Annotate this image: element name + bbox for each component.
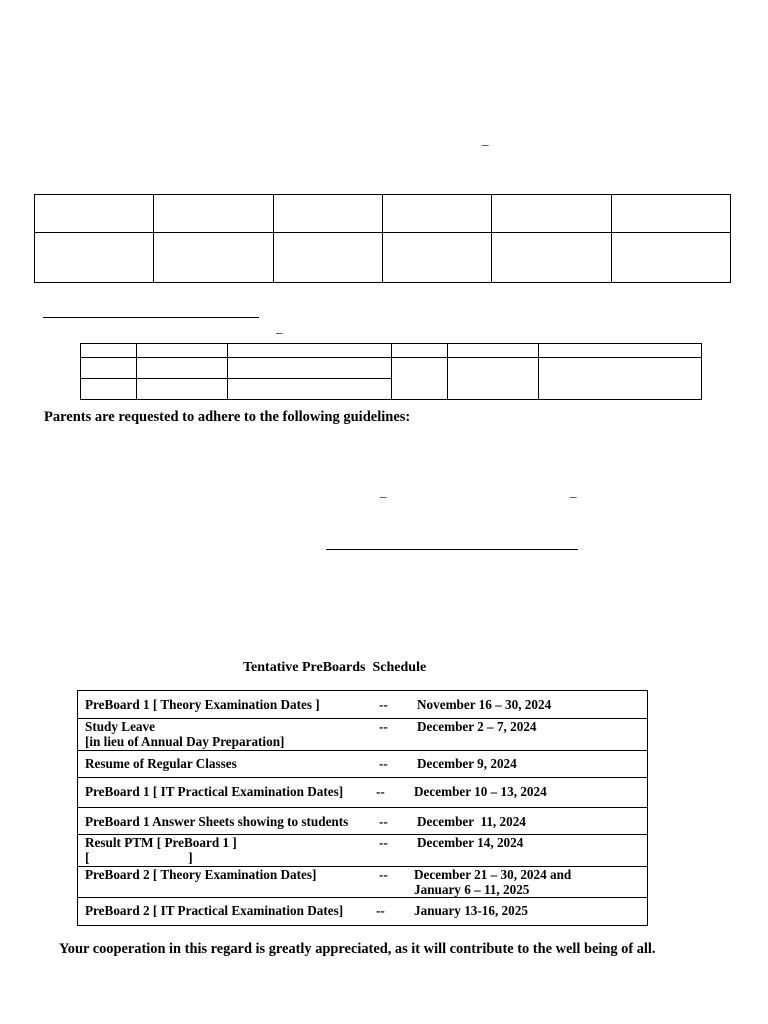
table-cell	[78, 751, 648, 778]
table-cell	[137, 344, 228, 358]
separator: --	[379, 697, 388, 712]
table-cell	[78, 898, 648, 926]
table-cell	[448, 344, 539, 358]
table-cell	[81, 358, 137, 379]
event-date: December 21 – 30, 2024 and	[414, 867, 572, 882]
separator: --	[379, 756, 388, 771]
event-date: January 13-16, 2025	[414, 903, 528, 918]
table-cell	[448, 358, 539, 400]
table-cell	[228, 344, 392, 358]
table-cell	[611, 233, 730, 283]
table-cell	[78, 719, 648, 751]
table-cell	[137, 379, 228, 400]
table-row	[78, 835, 648, 867]
dash-mark: _	[482, 132, 489, 147]
table-cell	[539, 344, 702, 358]
table-row	[78, 719, 648, 751]
event-label: PreBoard 1 Answer Sheets showing to students	[85, 814, 349, 829]
underline-rule	[43, 317, 259, 318]
event-date: November 16 – 30, 2024	[417, 697, 552, 712]
separator: --	[379, 814, 388, 829]
table-cell	[273, 195, 382, 233]
table-cell	[78, 835, 648, 867]
table-cell	[273, 233, 382, 283]
table-row	[78, 691, 648, 719]
event-label: PreBoard 1 [ IT Practical Examination Dates]	[85, 784, 344, 799]
top-empty-table	[34, 194, 731, 283]
table-cell	[228, 358, 392, 379]
separator: --	[379, 867, 388, 882]
table-cell	[154, 195, 273, 233]
table-cell	[392, 344, 448, 358]
event-date: December 14, 2024	[417, 835, 524, 850]
table-cell	[392, 358, 448, 400]
table-row	[78, 867, 648, 898]
table-cell	[492, 233, 611, 283]
dash-mark: _	[276, 320, 283, 335]
event-label: PreBoard 1 [ Theory Examination Dates ]	[85, 697, 320, 712]
table-row	[78, 808, 648, 835]
separator: --	[379, 719, 388, 734]
separator: --	[376, 784, 385, 799]
separator: --	[379, 835, 388, 850]
table-cell	[539, 358, 702, 400]
guidelines-heading: Parents are requested to adhere to the following guidelines:	[44, 409, 411, 425]
table-cell	[35, 233, 154, 283]
table-cell	[78, 867, 648, 898]
second-empty-table	[80, 343, 702, 400]
table-cell	[611, 195, 730, 233]
event-label: PreBoard 2 [ Theory Examination Dates]	[85, 867, 317, 882]
underline-rule	[326, 549, 578, 550]
table-cell	[78, 691, 648, 719]
table-cell	[137, 358, 228, 379]
dash-mark: _	[380, 484, 387, 499]
event-date: December 2 – 7, 2024	[417, 719, 537, 734]
table-cell	[492, 195, 611, 233]
event-label: Study Leave	[85, 719, 155, 734]
event-date-continued: January 6 – 11, 2025	[414, 882, 530, 897]
event-date: December 11, 2024	[417, 814, 526, 829]
event-date: December 9, 2024	[417, 756, 517, 771]
event-label: Resume of Regular Classes	[85, 756, 237, 771]
table-cell	[78, 778, 648, 808]
table-row	[78, 778, 648, 808]
footer-note: Your cooperation in this regard is greatly appreciated, as it will contribute to the well being of all.	[59, 941, 656, 957]
event-label: Result PTM [ PreBoard 1 ]	[85, 835, 237, 850]
event-note: [in lieu of Annual Day Preparation]	[85, 734, 285, 749]
table-cell	[228, 379, 392, 400]
event-label: PreBoard 2 [ IT Practical Examination Dates]	[85, 903, 344, 918]
table-cell	[154, 233, 273, 283]
separator: --	[376, 903, 385, 918]
event-note: [ ]	[85, 850, 193, 865]
table-row	[78, 751, 648, 778]
table-cell	[35, 195, 154, 233]
table-cell	[78, 808, 648, 835]
table-cell	[382, 195, 491, 233]
dash-mark: _	[570, 484, 577, 499]
event-date: December 10 – 13, 2024	[414, 784, 547, 799]
table-cell	[382, 233, 491, 283]
schedule-title: Tentative PreBoards Schedule	[243, 660, 427, 675]
table-cell	[81, 379, 137, 400]
table-row	[78, 898, 648, 926]
schedule-table	[77, 690, 648, 926]
table-cell	[81, 344, 137, 358]
